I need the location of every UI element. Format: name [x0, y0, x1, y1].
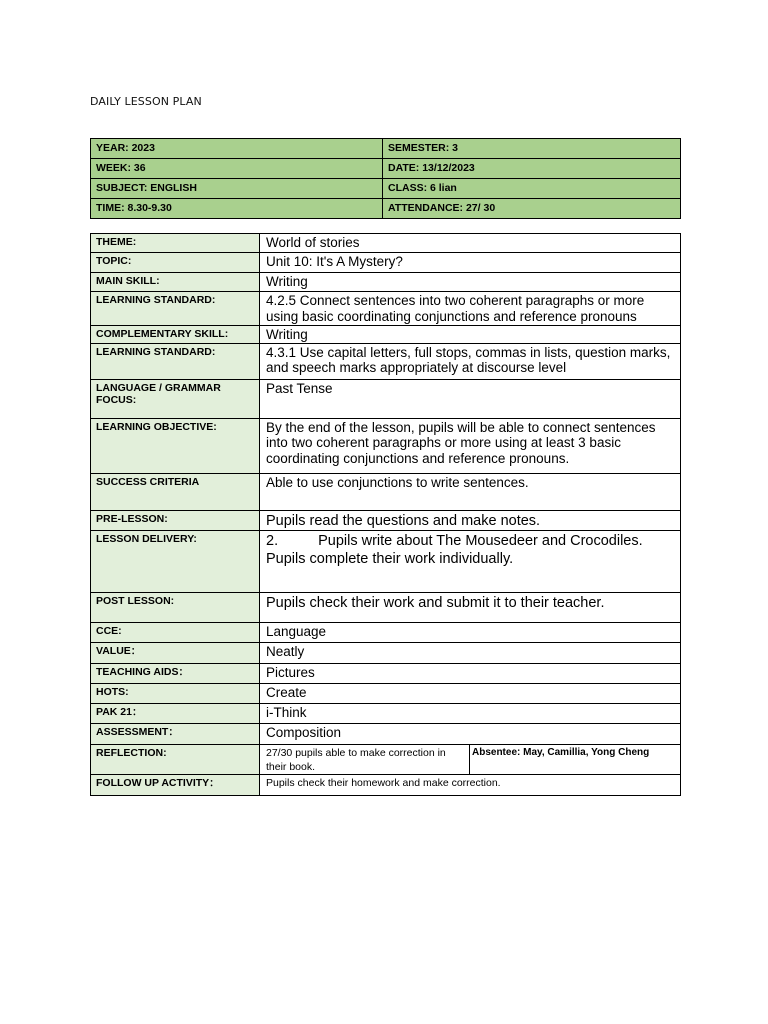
hots-value: Create [260, 683, 681, 703]
complementary-skill-label: COMPLEMENTARY SKILL: [91, 326, 260, 344]
year-cell: YEAR: 2023 [91, 139, 383, 159]
pak21-value: i-Think [260, 703, 681, 723]
reflection-label: REFLECTION: [91, 744, 260, 774]
learning-objective-label: LEARNING OBJECTIVE: [91, 418, 260, 473]
lesson-delivery-row [91, 530, 681, 592]
complementary-skill-row [91, 326, 681, 344]
learning-standard-label: LEARNING STANDARD: [91, 292, 260, 326]
learning-standard-row [91, 292, 681, 326]
class-cell: CLASS: 6 lian [383, 179, 681, 199]
learning-standard-value: 4.3.1 Use capital letters, full stops, commas in lists, question marks, and speech marks appropriately at discourse level [260, 343, 681, 379]
topic-value: Unit 10: It's A Mystery? [260, 253, 681, 273]
main-skill-row [91, 273, 681, 292]
attendance-cell: ATTENDANCE: 27/ 30 [383, 199, 681, 219]
learning-standard-row [91, 343, 681, 379]
pre-lesson-label: PRE-LESSON: [91, 510, 260, 530]
date-cell: DATE: 13/12/2023 [383, 159, 681, 179]
teaching-aids-row [91, 663, 681, 683]
topic-label: TOPIC: [91, 253, 260, 273]
value-label: VALUE： [91, 642, 260, 663]
language-focus-value: Past Tense [260, 379, 681, 418]
assessment-label: ASSESSMENT： [91, 723, 260, 744]
cce-row [91, 622, 681, 642]
pre-lesson-value: Pupils read the questions and make notes. [260, 510, 681, 530]
complementary-skill-value: Writing [260, 326, 681, 344]
lesson-delivery-value [260, 530, 681, 592]
teaching-aids-value: Pictures [260, 663, 681, 683]
document-title: DAILY LESSON PLAN [90, 95, 202, 108]
header-row [91, 139, 681, 159]
post-lesson-row [91, 592, 681, 622]
theme-row [91, 234, 681, 253]
follow-up-value: Pupils check their homework and make correction. [260, 774, 681, 795]
learning-standard-value: 4.2.5 Connect sentences into two coherent paragraphs or more using basic coordinating conjunctions and reference pronouns [260, 292, 681, 326]
hots-label: HOTS: [91, 683, 260, 703]
lesson-delivery-step: Pupils write about The Mousedeer and Crocodiles. [318, 532, 643, 549]
language-focus-row [91, 379, 681, 418]
lesson-delivery-line [266, 532, 680, 550]
main-skill-value: Writing [260, 273, 681, 292]
pak21-label: PAK 21： [91, 703, 260, 723]
assessment-value: Composition [260, 723, 681, 744]
value-value: Neatly [260, 642, 681, 663]
topic-row [91, 253, 681, 273]
language-focus-label: LANGUAGE / GRAMMAR FOCUS: [91, 379, 260, 418]
success-criteria-row [91, 473, 681, 510]
success-criteria-label: SUCCESS CRITERIA [91, 473, 260, 510]
header-table [90, 138, 681, 219]
follow-up-row [91, 774, 681, 795]
cce-value: Language [260, 622, 681, 642]
post-lesson-label: POST LESSON: [91, 592, 260, 622]
lesson-details-table [90, 233, 681, 796]
main-skill-label: MAIN SKILL: [91, 273, 260, 292]
learning-objective-row [91, 418, 681, 473]
assessment-row [91, 723, 681, 744]
header-row [91, 179, 681, 199]
learning-standard-label: LEARNING STANDARD: [91, 343, 260, 379]
pre-lesson-row [91, 510, 681, 530]
pak21-row [91, 703, 681, 723]
step-number: 2. [266, 532, 279, 549]
success-criteria-value: Able to use conjunctions to write sentences. [260, 473, 681, 510]
value-row [91, 642, 681, 663]
teaching-aids-label: TEACHING AIDS： [91, 663, 260, 683]
lesson-delivery-line: Pupils complete their work individually. [266, 550, 514, 567]
semester-cell: SEMESTER: 3 [383, 139, 681, 159]
lesson-delivery-label: LESSON DELIVERY: [91, 530, 260, 592]
follow-up-label: FOLLOW UP ACTIVITY： [91, 774, 260, 795]
absentee-note: Absentee: May, Camillia, Yong Cheng [470, 744, 681, 774]
reflection-value: 27/30 pupils able to make correction in their book. [260, 744, 470, 774]
reflection-row [91, 744, 681, 774]
header-row [91, 159, 681, 179]
post-lesson-value: Pupils check their work and submit it to their teacher. [260, 592, 681, 622]
week-cell: WEEK: 36 [91, 159, 383, 179]
theme-label: THEME: [91, 234, 260, 253]
header-row [91, 199, 681, 219]
cce-label: CCE: [91, 622, 260, 642]
learning-objective-value: By the end of the lesson, pupils will be able to connect sentences into two coherent paragraphs or more using at least 3 basic coordinating conjunctions and reference pronouns. [260, 418, 681, 473]
theme-value: World of stories [260, 234, 681, 253]
subject-cell: SUBJECT: ENGLISH [91, 179, 383, 199]
hots-row [91, 683, 681, 703]
time-cell: TIME: 8.30-9.30 [91, 199, 383, 219]
